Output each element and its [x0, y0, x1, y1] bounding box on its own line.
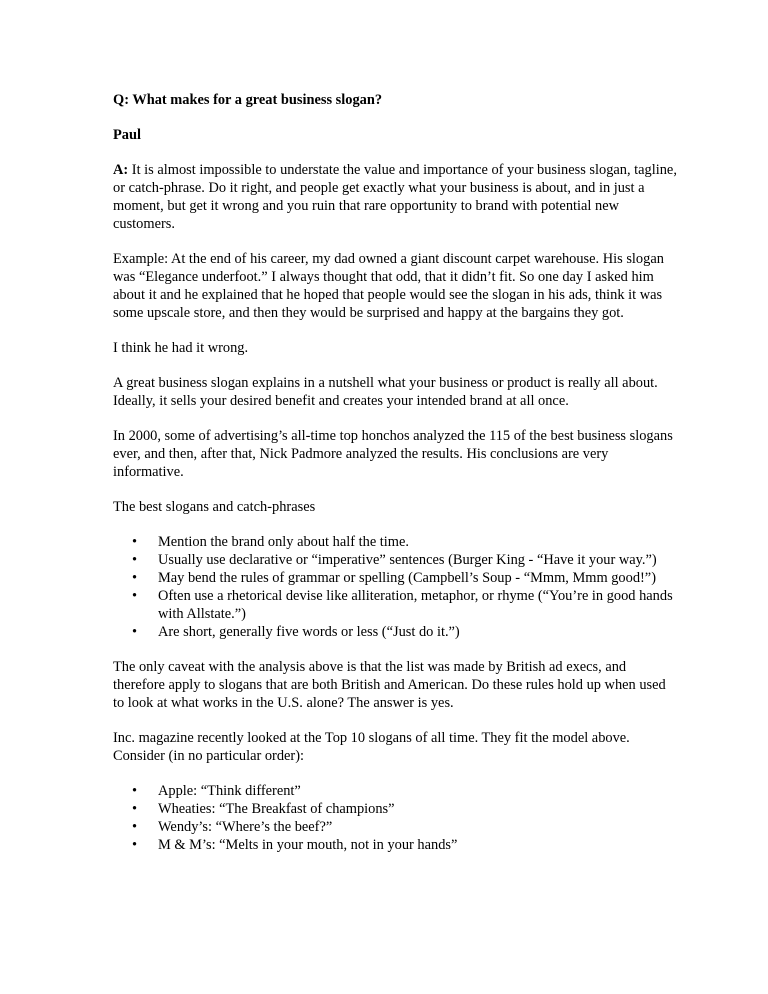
bullet-icon: • — [132, 819, 138, 835]
opinion-paragraph: I think he had it wrong. — [113, 340, 249, 356]
list-item-text: Often use a rhetorical devise like alliteration, metaphor, or rhyme (“You’re in good hands with Allstate.”) — [158, 588, 673, 622]
list-item — [113, 800, 678, 818]
bullet-icon: • — [132, 837, 138, 853]
bullet-icon: • — [132, 801, 138, 817]
caveat-paragraph: The only caveat with the analysis above is that the list was made by British ad execs, and therefore apply to slogans that are both British and American. Do these rules hold up when used to look at what works in the U.S. alone? The answer is yes. — [113, 659, 666, 711]
list-item-text: Are short, generally five words or less (“Just do it.”) — [158, 624, 460, 640]
list-item — [113, 623, 678, 641]
list-item — [113, 818, 678, 836]
list-item-text: M & M’s: “Melts in your mouth, not in your hands” — [158, 837, 458, 853]
bullet-icon: • — [132, 588, 138, 604]
bullet-icon: • — [132, 534, 138, 550]
answer-label: A: — [113, 162, 129, 178]
example-paragraph: Example: At the end of his career, my dad owned a giant discount carpet warehouse. His slogan was “Elegance underfoot.” I always thought that odd, that it didn’t fit. So one day I asked him about it and he explained that he hoped that people would see the slogan in his ads, think it was some upscale store, and then they would be surprised and happy at the bargains they got. — [113, 251, 664, 321]
list-item-text: Apple: “Think different” — [158, 783, 301, 799]
traits-list — [113, 533, 678, 641]
traits-intro: The best slogans and catch-phrases — [113, 499, 316, 515]
list-item — [113, 569, 678, 587]
top-slogans-list — [113, 782, 678, 854]
list-item-text: Mention the brand only about half the time. — [158, 534, 409, 550]
list-item — [113, 782, 678, 800]
answer-text: It is almost impossible to understate the value and importance of your business slogan, tagline, or catch-phrase. Do it right, and people get exactly what your business is about, and in just a moment, but get it wrong and you ruin that rare opportunity to brand with potential new customers. — [113, 162, 677, 232]
bullet-icon: • — [132, 783, 138, 799]
bullet-icon: • — [132, 570, 138, 586]
list-item-text: Wheaties: “The Breakfast of champions” — [158, 801, 395, 817]
definition-paragraph: A great business slogan explains in a nutshell what your business or product is really all about. Ideally, it sells your desired benefit and creates your intended brand at all once. — [113, 375, 658, 409]
analysis-paragraph: In 2000, some of advertising’s all-time top honchos analyzed the 115 of the best business slogans ever, and then, after that, Nick Padmore analyzed the results. His conclusions are very informative. — [113, 428, 673, 480]
list-item-text: Usually use declarative or “imperative” sentences (Burger King - “Have it your way.”) — [158, 552, 657, 568]
list-item-text: May bend the rules of grammar or spelling (Campbell’s Soup - “Mmm, Mmm good!”) — [158, 570, 656, 586]
list-item — [113, 836, 678, 854]
list-item-text: Wendy’s: “Where’s the beef?” — [158, 819, 333, 835]
answer-paragraph — [113, 161, 678, 233]
list-item — [113, 551, 678, 569]
asker-name: Paul — [113, 127, 141, 143]
list-item — [113, 587, 678, 623]
question-heading: Q: What makes for a great business slogan? — [113, 92, 383, 108]
inc-intro-paragraph: Inc. magazine recently looked at the Top 10 slogans of all time. They fit the model above. Consider (in no particular order): — [113, 730, 630, 764]
bullet-icon: • — [132, 624, 138, 640]
bullet-icon: • — [132, 552, 138, 568]
list-item — [113, 533, 678, 551]
